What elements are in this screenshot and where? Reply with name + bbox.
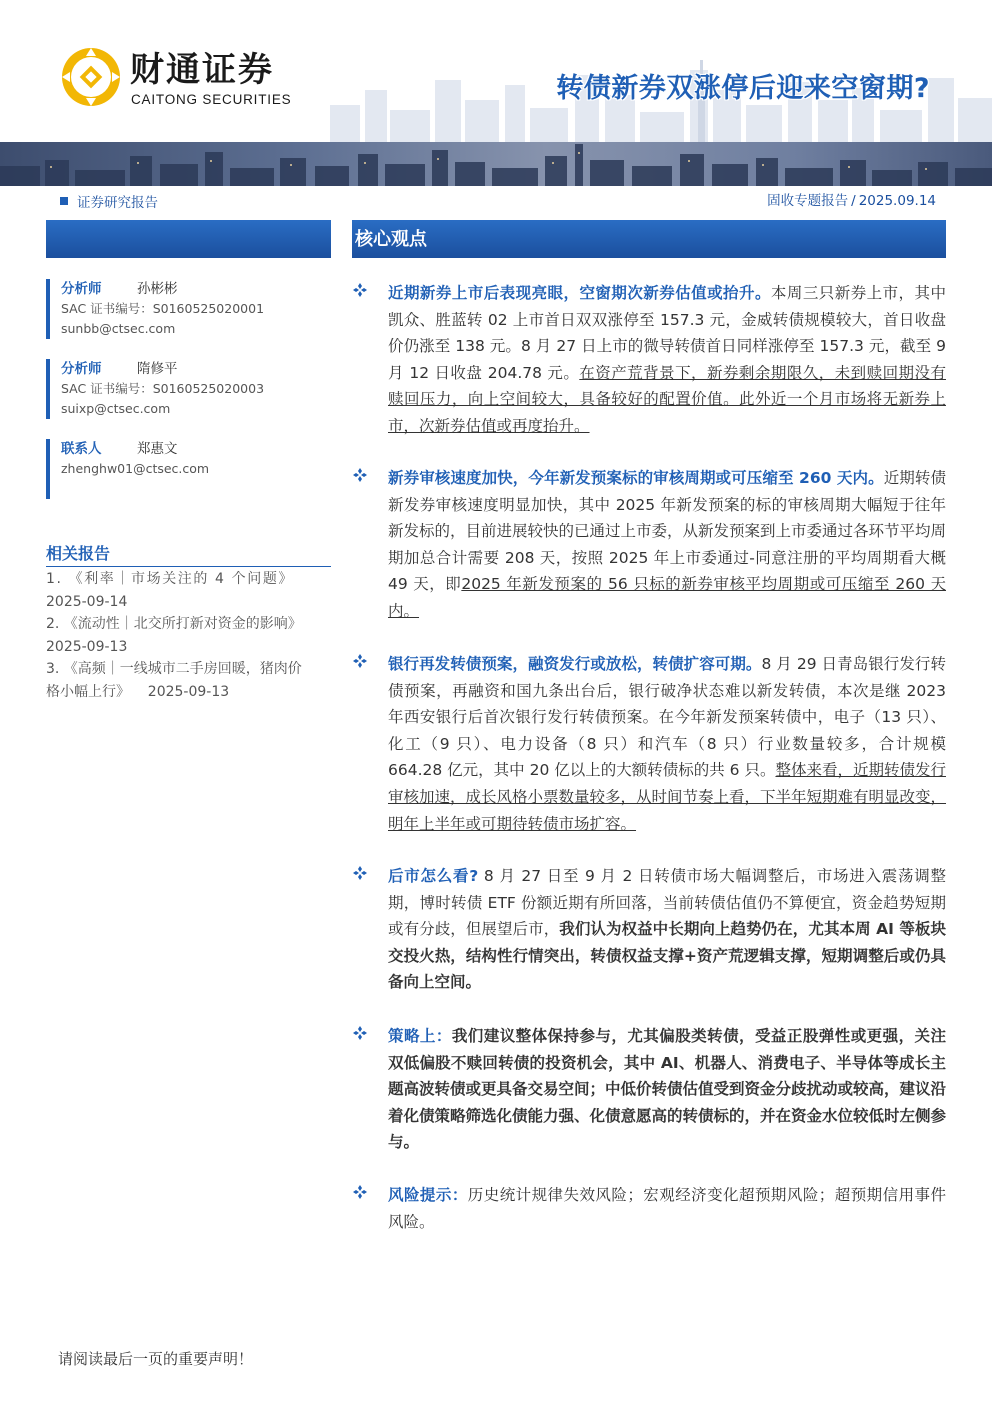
core-point-text [388,280,946,440]
report-title: 转债新券双涨停后迎来空窗期? [556,73,930,104]
core-point-text [388,863,946,996]
report-date: 2025.09.14 [858,193,936,209]
related-report-item[interactable] [46,568,331,613]
contact-card [46,439,326,499]
brand-name-en: CAITONG SECURITIES [131,92,292,107]
core-point-text [388,651,946,837]
city-skyline-image [0,142,992,186]
contact-role: 联系人 [61,441,102,457]
disclaimer-notice[interactable]: 请阅读最后一页的重要声明！ [58,1350,254,1368]
analyst-cert: SAC 证书编号：S0160525020001 [61,301,265,316]
report-meta [767,192,936,210]
analyst-card [46,359,326,419]
page-header [0,0,992,188]
related-report-date: 2025-09-13 [46,638,128,655]
diamond-bullet-icon [352,282,368,298]
related-report-title: 2. 《流动性｜北交所打新对资金的影响》 [46,616,302,632]
related-report-date: 格小幅上行》 2025-09-13 [46,683,230,700]
meta-separator: / [851,193,856,209]
core-point-emphasis: 我们建议整体保持参与，尤其偏股类转债，受益正股弹性或更强，关注双低偏股不赎回转债的投资机会，其中 AI、机器人、消费电子、半导体等成长主题高波转债或更具备交易空间；中低价转债估值受到资金分歧扰动或较高，建议沿着化债策略筛选化债能力强、化债意愿高的转债标的，并在资金水位较低时左侧参与。 [388,1027,947,1152]
related-report-title: 3. 《高频｜一线城市二手房回暖，猪肉价 [46,661,302,677]
caitong-logo-icon [60,46,122,108]
diamond-bullet-icon [352,865,368,881]
core-point-heading: 策略上： [388,1027,452,1045]
core-point-text [388,1182,946,1235]
analyst-name: 隋修平 [137,361,178,377]
city-skyline-band [0,142,992,186]
contact-email[interactable]: zhenghw01@ctsec.com [61,461,210,476]
core-point-emphasis: 在资产荒背景下，新券剩余期限久，未到赎回期没有赎回压力，向上空间较大，具备较好的配置价值。此外近一个月市场将无新券上市，次新券估值或再度抬升。 [388,363,946,435]
core-point-heading: 银行再发转债预案，融资发行或放松，转债扩容可期。 [388,655,762,673]
core-point-body: 近期转债新发券审核速度明显加快，其中 2025 年新发预案的标的审核周期大幅短于往年新发标的，目前进展较快的已通过上市委，从新发预案到上市委通过各环节平均周期加总合计需要 208 天，按照 2025 年上市委通过-同意注册的平均周期看大概 49 天，即 [388,469,947,594]
core-point-heading: 风险提示： [388,1186,468,1204]
core-point-body: 本周三只新券上市，其中凯众、胜蓝转 02 上市首日双双涨停至 157.3 元，金威转债规模较大，首日收盘价仍涨至 138 元。8 月 27 日上市的微导转债首日同样涨停至 157.3 元，截至 9 月 12 日收盘 204.78 元。 [388,284,946,382]
core-section-bar [352,220,946,258]
core-point-heading: 新券审核速度加快，今年新发预案标的审核周期或可压缩至 260 天内。 [388,469,884,487]
diamond-bullet-icon [352,653,368,669]
core-point-emphasis: 整体来看，近期转债发行审核加速，成长风格小票数量较多，从时间节奏上看，下半年短期难有明显改变，明年上半年或可期待转债市场扩容。 [388,761,947,833]
core-point-emphasis: 2025 年新发预案的 56 只标的新券审核平均周期或可压缩至 260 天内。 [388,575,946,620]
related-report-item[interactable] [46,613,331,658]
related-reports-title: 相关报告 [46,543,331,567]
core-point-text [388,465,946,625]
core-point-body: 8 月 27 日至 9 月 2 日转债市场大幅调整后，市场进入震荡调整期，博时转债 ETF 份额近期有所回落，当前转债估值仍不算便宜，资金趋势短期或有分歧，但展望后市， [388,867,946,939]
related-report-item[interactable] [46,658,331,703]
report-type: 固收专题报告 [767,193,849,209]
analyst-email[interactable]: sunbb@ctsec.com [61,321,176,336]
report-category [60,192,158,210]
core-point-body: 8 月 29 日青岛银行发行转债预案，再融资和国九条出台后，银行破净状态难以新发转债，本次是继 2023 年西安银行后首次银行发行转债预案。在今年新发预案转债中，电子（13 只）、化工（9 只）、电力设备（8 只）和汽车（8 只）行业数量较多，合计规模 664.28 亿元，其中 20 亿以上的大额转债标的共 6 只。 [388,655,946,780]
analyst-role: 分析师 [61,361,102,377]
core-point-heading: 后市怎么看? [388,867,479,885]
contact-name: 郑惠文 [137,441,178,457]
analyst-email[interactable]: suixp@ctsec.com [61,401,171,416]
left-section-bar [46,220,331,258]
brand-name-cn: 财通证券 [130,50,274,90]
diamond-bullet-icon [352,1184,368,1200]
core-point-emphasis: 我们认为权益中长期向上趋势仍在，尤其本周 AI 等板块交投火热，结构性行情突出，转债权益支撑+资产荒逻辑支撑，短期调整后或仍具备向上空间。 [388,920,946,992]
core-section-title: 核心观点 [355,229,427,250]
analyst-name: 孙彬彬 [137,281,178,297]
analyst-cert: SAC 证书编号：S0160525020003 [61,381,265,396]
core-point-heading: 近期新券上市后表现亮眼，空窗期次新券估值或抬升。 [388,284,771,302]
analyst-role: 分析师 [61,281,102,297]
related-report-title: 1. 《利率｜市场关注的 4 个问题》 [46,571,295,587]
core-point-text [388,1023,946,1156]
analyst-card [46,279,326,339]
related-reports-list [46,568,331,703]
report-category-label: 证券研究报告 [77,195,158,211]
square-bullet-icon [60,197,68,205]
diamond-bullet-icon [352,1025,368,1041]
diamond-bullet-icon [352,467,368,483]
core-point-body: 历史统计规律失效风险；宏观经济变化超预期风险；超预期信用事件风险。 [388,1186,946,1231]
related-report-date: 2025-09-14 [46,593,128,610]
